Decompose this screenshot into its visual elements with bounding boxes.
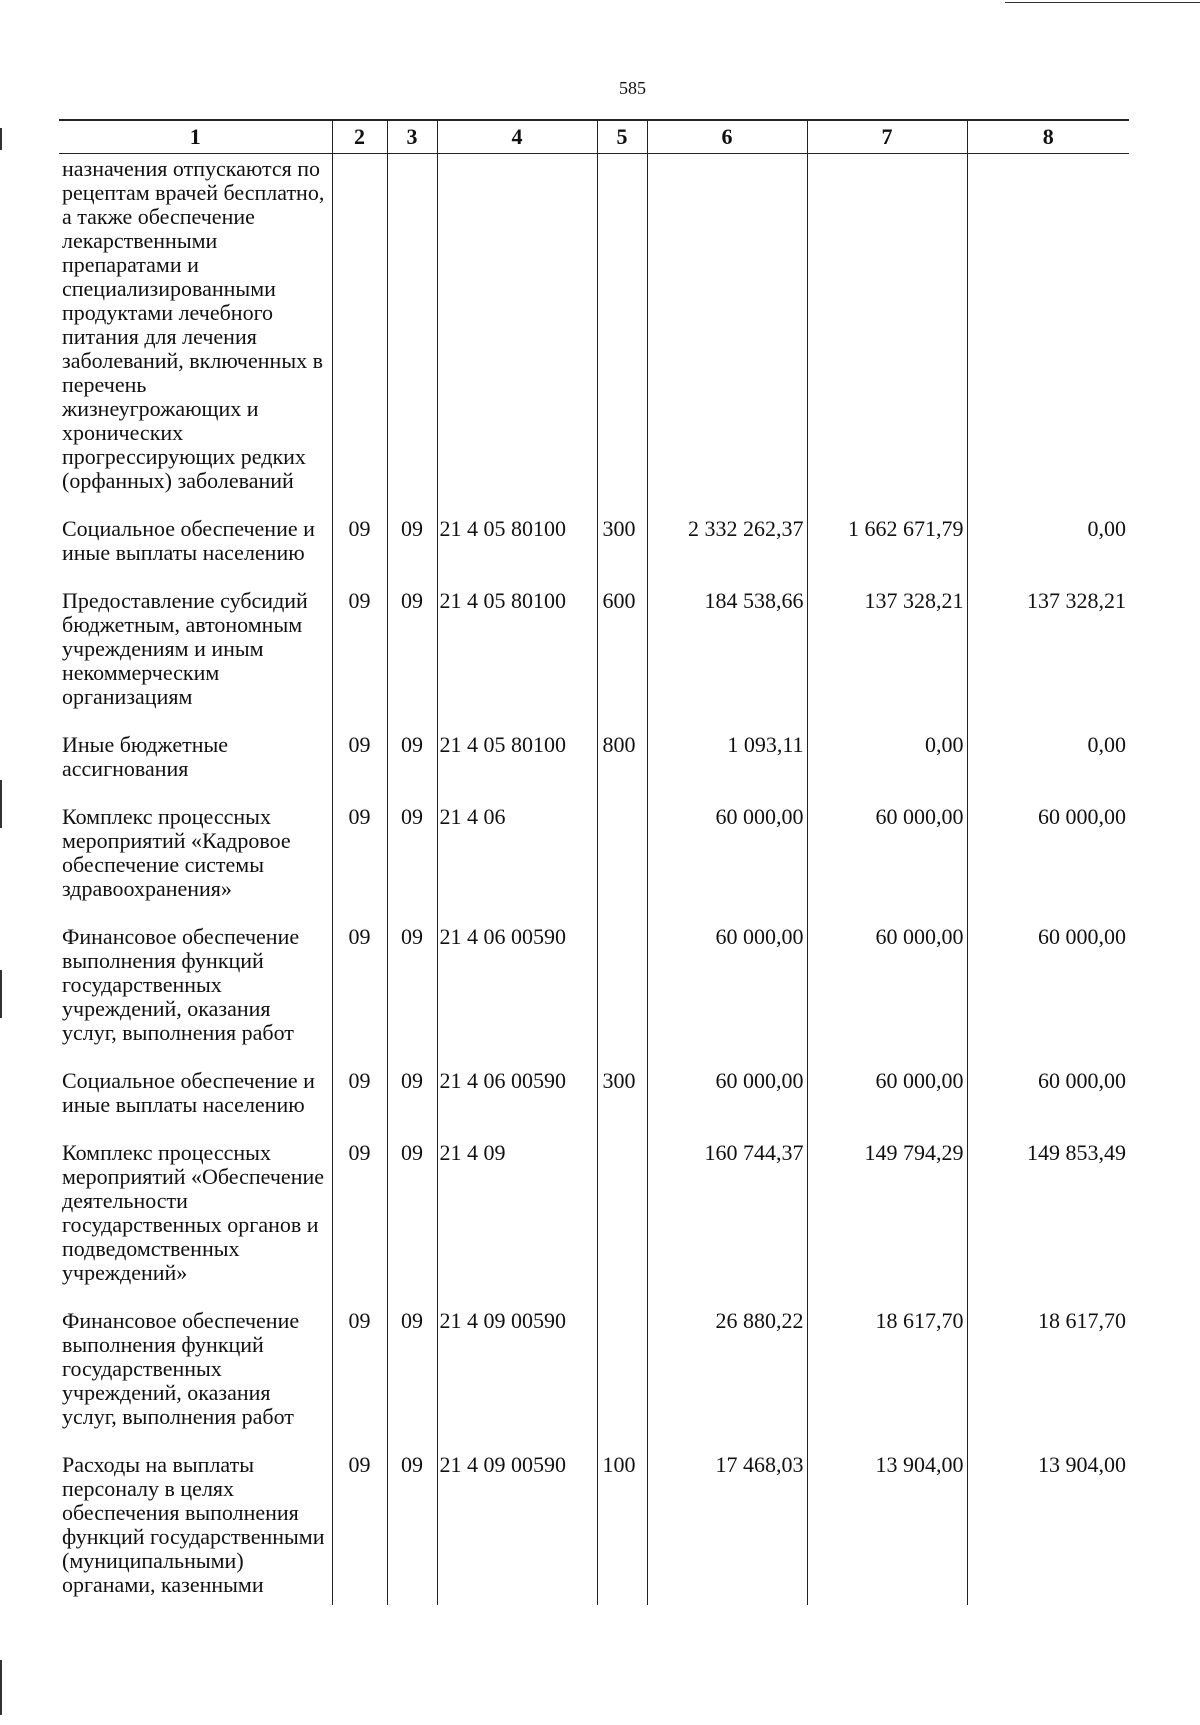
left-edge-mark [0, 780, 2, 828]
table-body [59, 154, 1129, 1606]
row-amount-col6 [647, 154, 807, 518]
row-expense-type: 800 [597, 733, 647, 805]
row-name: Предоставление субсидий бюджетным, автономным учреждениям и иным некоммерческим организациям [62, 588, 308, 709]
row-name: Расходы на выплаты персоналу в целях обеспечения выполнения функций государственными (муниципальными) органами, казенными [62, 1452, 325, 1597]
row-target-code: 21 4 06 00590 [437, 1069, 597, 1141]
table-row [59, 1069, 1129, 1141]
row-amount-col6: 17 468,03 [647, 1453, 807, 1605]
row-amount-col7: 1 662 671,79 [807, 517, 967, 589]
row-amount-col6: 1 093,11 [647, 733, 807, 805]
row-amount-col6: 60 000,00 [647, 805, 807, 925]
row-amount-col7: 149 794,29 [807, 1141, 967, 1309]
row-amount-col8 [967, 154, 1129, 518]
row-section: 09 [332, 1069, 387, 1141]
row-section: 09 [332, 925, 387, 1069]
row-amount-col8: 137 328,21 [967, 589, 1129, 733]
header-cell: 3 [387, 120, 437, 154]
row-section: 09 [332, 1141, 387, 1309]
row-expense-type [597, 1309, 647, 1453]
row-amount-col8: 0,00 [967, 517, 1129, 589]
header-cell: 2 [332, 120, 387, 154]
row-amount-col7: 60 000,00 [807, 1069, 967, 1141]
row-name: Финансовое обеспечение выполнения функций государственных учреждений, оказания услуг, выполнения работ [62, 1308, 300, 1429]
header-cell: 7 [807, 120, 967, 154]
row-expense-type [597, 805, 647, 925]
row-target-code: 21 4 09 00590 [437, 1453, 597, 1605]
row-amount-col8: 0,00 [967, 733, 1129, 805]
table-row [59, 925, 1129, 1069]
row-amount-col7: 0,00 [807, 733, 967, 805]
row-target-code: 21 4 05 80100 [437, 589, 597, 733]
row-subsection: 09 [387, 1309, 437, 1453]
row-target-code: 21 4 06 00590 [437, 925, 597, 1069]
row-target-code: 21 4 05 80100 [437, 733, 597, 805]
row-amount-col8: 60 000,00 [967, 1069, 1129, 1141]
row-section: 09 [332, 805, 387, 925]
row-subsection: 09 [387, 1453, 437, 1605]
header-cell: 1 [59, 120, 332, 154]
row-name: Социальное обеспечение и иные выплаты населению [62, 1068, 315, 1117]
table-row [59, 1453, 1129, 1605]
budget-table [59, 119, 1129, 1605]
row-amount-col6: 160 744,37 [647, 1141, 807, 1309]
row-section: 09 [332, 1309, 387, 1453]
row-name: Иные бюджетные ассигнования [62, 732, 229, 781]
row-amount-col7: 18 617,70 [807, 1309, 967, 1453]
row-amount-col7: 60 000,00 [807, 805, 967, 925]
row-section: 09 [332, 517, 387, 589]
table-row [59, 1309, 1129, 1453]
left-edge-mark [0, 128, 2, 150]
row-subsection: 09 [387, 517, 437, 589]
row-subsection: 09 [387, 1069, 437, 1141]
row-subsection [387, 154, 437, 518]
table-row [59, 517, 1129, 589]
row-amount-col8: 13 904,00 [967, 1453, 1129, 1605]
header-cell: 4 [437, 120, 597, 154]
table-row [59, 805, 1129, 925]
row-amount-col6: 60 000,00 [647, 925, 807, 1069]
left-edge-mark [0, 970, 2, 1018]
row-section: 09 [332, 1453, 387, 1605]
row-name: назначения отпускаются по рецептам врачей бесплатно, а также обеспечение лекарственными препаратами и специализированными продуктами лечебного питания для лечения заболеваний, включенных в перечень жизнеугрожающих и хронических прогрессирующих редких (орфанных) заболеваний [62, 156, 325, 493]
row-name: Комплекс процессных мероприятий «Обеспечение деятельности государственных органов и подведомственных учреждений» [62, 1140, 325, 1285]
row-subsection: 09 [387, 589, 437, 733]
row-amount-col6: 2 332 262,37 [647, 517, 807, 589]
header-cell: 6 [647, 120, 807, 154]
left-edge-mark [0, 1660, 2, 1715]
row-expense-type: 300 [597, 517, 647, 589]
table-row [59, 589, 1129, 733]
row-amount-col7: 13 904,00 [807, 1453, 967, 1605]
row-amount-col7: 60 000,00 [807, 925, 967, 1069]
row-subsection: 09 [387, 925, 437, 1069]
row-section: 09 [332, 733, 387, 805]
page-number: 585 [619, 78, 646, 98]
row-amount-col7: 137 328,21 [807, 589, 967, 733]
row-amount-col8: 60 000,00 [967, 805, 1129, 925]
row-subsection: 09 [387, 733, 437, 805]
header-cell: 5 [597, 120, 647, 154]
row-target-code: 21 4 09 [437, 1141, 597, 1309]
row-amount-col8: 18 617,70 [967, 1309, 1129, 1453]
row-amount-col8: 149 853,49 [967, 1141, 1129, 1309]
row-expense-type [597, 154, 647, 518]
row-target-code [437, 154, 597, 518]
top-edge-rule [1005, 2, 1200, 3]
row-section [332, 154, 387, 518]
row-name: Социальное обеспечение и иные выплаты населению [62, 516, 315, 565]
table-row [59, 154, 1129, 518]
row-expense-type [597, 925, 647, 1069]
row-target-code: 21 4 06 [437, 805, 597, 925]
table-row [59, 733, 1129, 805]
row-name: Финансовое обеспечение выполнения функций государственных учреждений, оказания услуг, выполнения работ [62, 924, 300, 1045]
row-amount-col8: 60 000,00 [967, 925, 1129, 1069]
row-amount-col6: 184 538,66 [647, 589, 807, 733]
row-subsection: 09 [387, 805, 437, 925]
row-subsection: 09 [387, 1141, 437, 1309]
row-amount-col6: 60 000,00 [647, 1069, 807, 1141]
header-cell: 8 [967, 120, 1129, 154]
table-row [59, 1141, 1129, 1309]
row-expense-type: 300 [597, 1069, 647, 1141]
row-amount-col6: 26 880,22 [647, 1309, 807, 1453]
row-target-code: 21 4 05 80100 [437, 517, 597, 589]
row-amount-col7 [807, 154, 967, 518]
row-name: Комплекс процессных мероприятий «Кадровое обеспечение системы здравоохранения» [62, 804, 291, 901]
header-row [59, 120, 1129, 154]
row-target-code: 21 4 09 00590 [437, 1309, 597, 1453]
row-expense-type: 100 [597, 1453, 647, 1605]
row-section: 09 [332, 589, 387, 733]
row-expense-type [597, 1141, 647, 1309]
row-expense-type: 600 [597, 589, 647, 733]
